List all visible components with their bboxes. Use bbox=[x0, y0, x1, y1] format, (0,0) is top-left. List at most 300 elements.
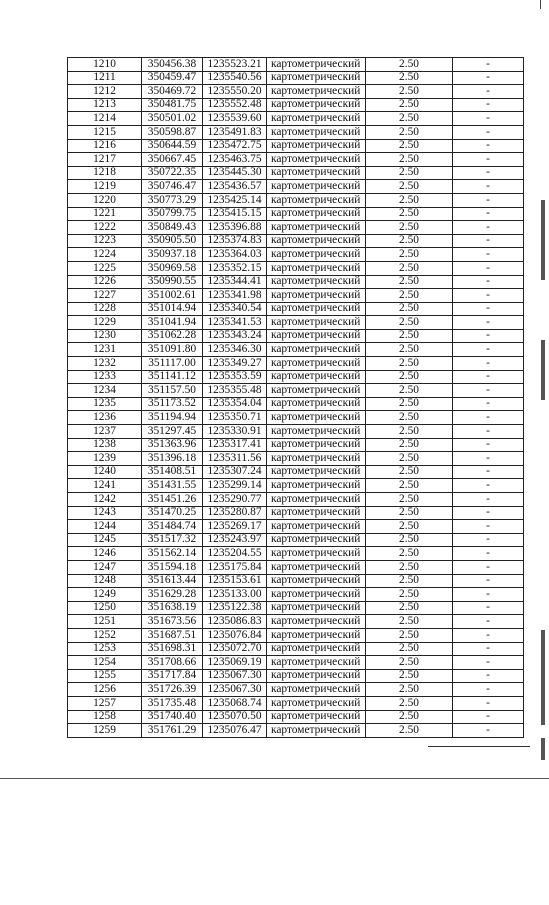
table-row bbox=[68, 139, 524, 153]
x-coordinate-cell: 351717.84 bbox=[142, 669, 203, 683]
table-row bbox=[68, 234, 524, 248]
note-cell: - bbox=[453, 329, 524, 343]
accuracy-cell: 2.50 bbox=[366, 234, 453, 248]
note-cell: - bbox=[453, 343, 524, 357]
accuracy-cell: 2.50 bbox=[366, 628, 453, 642]
y-coordinate-cell: 1235069.19 bbox=[203, 656, 267, 670]
y-coordinate-cell: 1235539.60 bbox=[203, 112, 267, 126]
accuracy-cell: 2.50 bbox=[366, 275, 453, 289]
x-coordinate-cell: 351708.66 bbox=[142, 656, 203, 670]
y-coordinate-cell: 1235396.88 bbox=[203, 221, 267, 235]
accuracy-cell: 2.50 bbox=[366, 710, 453, 724]
accuracy-cell: 2.50 bbox=[366, 370, 453, 384]
point-number-cell: 1236 bbox=[68, 411, 142, 425]
method-cell: картометрический bbox=[267, 370, 366, 384]
point-number-cell: 1241 bbox=[68, 479, 142, 493]
note-cell: - bbox=[453, 574, 524, 588]
y-coordinate-cell: 1235415.15 bbox=[203, 207, 267, 221]
note-cell: - bbox=[453, 98, 524, 112]
table-row bbox=[68, 125, 524, 139]
point-number-cell: 1242 bbox=[68, 493, 142, 507]
note-cell: - bbox=[453, 221, 524, 235]
method-cell: картометрический bbox=[267, 411, 366, 425]
accuracy-cell: 2.50 bbox=[366, 316, 453, 330]
accuracy-cell: 2.50 bbox=[366, 520, 453, 534]
y-coordinate-cell: 1235343.24 bbox=[203, 329, 267, 343]
point-number-cell: 1219 bbox=[68, 180, 142, 194]
x-coordinate-cell: 350990.55 bbox=[142, 275, 203, 289]
y-coordinate-cell: 1235340.54 bbox=[203, 302, 267, 316]
y-coordinate-cell: 1235311.56 bbox=[203, 452, 267, 466]
method-cell: картометрический bbox=[267, 425, 366, 439]
table-row bbox=[68, 547, 524, 561]
table-row bbox=[68, 724, 524, 738]
x-coordinate-cell: 350456.38 bbox=[142, 58, 203, 72]
x-coordinate-cell: 351517.32 bbox=[142, 533, 203, 547]
y-coordinate-cell: 1235122.38 bbox=[203, 601, 267, 615]
method-cell: картометрический bbox=[267, 724, 366, 738]
method-cell: картометрический bbox=[267, 234, 366, 248]
point-number-cell: 1234 bbox=[68, 384, 142, 398]
point-number-cell: 1228 bbox=[68, 302, 142, 316]
table-row bbox=[68, 384, 524, 398]
x-coordinate-cell: 351396.18 bbox=[142, 452, 203, 466]
point-number-cell: 1248 bbox=[68, 574, 142, 588]
table-row bbox=[68, 601, 524, 615]
y-coordinate-cell: 1235552.48 bbox=[203, 98, 267, 112]
y-coordinate-cell: 1235133.00 bbox=[203, 588, 267, 602]
method-cell: картометрический bbox=[267, 166, 366, 180]
scan-edge-mark bbox=[541, 340, 545, 400]
method-cell: картометрический bbox=[267, 85, 366, 99]
method-cell: картометрический bbox=[267, 98, 366, 112]
method-cell: картометрический bbox=[267, 275, 366, 289]
point-number-cell: 1224 bbox=[68, 248, 142, 262]
note-cell: - bbox=[453, 452, 524, 466]
point-number-cell: 1230 bbox=[68, 329, 142, 343]
table-row bbox=[68, 71, 524, 85]
method-cell: картометрический bbox=[267, 560, 366, 574]
x-coordinate-cell: 351673.56 bbox=[142, 615, 203, 629]
x-coordinate-cell: 350849.43 bbox=[142, 221, 203, 235]
point-number-cell: 1245 bbox=[68, 533, 142, 547]
accuracy-cell: 2.50 bbox=[366, 574, 453, 588]
note-cell: - bbox=[453, 601, 524, 615]
point-number-cell: 1213 bbox=[68, 98, 142, 112]
x-coordinate-cell: 351297.45 bbox=[142, 425, 203, 439]
table-row bbox=[68, 710, 524, 724]
note-cell: - bbox=[453, 207, 524, 221]
note-cell: - bbox=[453, 615, 524, 629]
note-cell: - bbox=[453, 560, 524, 574]
x-coordinate-cell: 351726.39 bbox=[142, 683, 203, 697]
note-cell: - bbox=[453, 112, 524, 126]
point-number-cell: 1229 bbox=[68, 316, 142, 330]
note-cell: - bbox=[453, 628, 524, 642]
point-number-cell: 1231 bbox=[68, 343, 142, 357]
note-cell: - bbox=[453, 425, 524, 439]
point-number-cell: 1223 bbox=[68, 234, 142, 248]
accuracy-cell: 2.50 bbox=[366, 438, 453, 452]
note-cell: - bbox=[453, 234, 524, 248]
table-row bbox=[68, 479, 524, 493]
accuracy-cell: 2.50 bbox=[366, 166, 453, 180]
note-cell: - bbox=[453, 180, 524, 194]
note-cell: - bbox=[453, 724, 524, 738]
x-coordinate-cell: 351117.00 bbox=[142, 357, 203, 371]
method-cell: картометрический bbox=[267, 547, 366, 561]
x-coordinate-cell: 351363.96 bbox=[142, 438, 203, 452]
method-cell: картометрический bbox=[267, 302, 366, 316]
x-coordinate-cell: 351173.52 bbox=[142, 397, 203, 411]
table-row bbox=[68, 193, 524, 207]
method-cell: картометрический bbox=[267, 125, 366, 139]
x-coordinate-cell: 351157.50 bbox=[142, 384, 203, 398]
accuracy-cell: 2.50 bbox=[366, 343, 453, 357]
x-coordinate-cell: 350773.29 bbox=[142, 193, 203, 207]
accuracy-cell: 2.50 bbox=[366, 384, 453, 398]
method-cell: картометрический bbox=[267, 329, 366, 343]
accuracy-cell: 2.50 bbox=[366, 261, 453, 275]
point-number-cell: 1246 bbox=[68, 547, 142, 561]
table-row bbox=[68, 520, 524, 534]
accuracy-cell: 2.50 bbox=[366, 547, 453, 561]
method-cell: картометрический bbox=[267, 221, 366, 235]
x-coordinate-cell: 350481.75 bbox=[142, 98, 203, 112]
table-row bbox=[68, 411, 524, 425]
accuracy-cell: 2.50 bbox=[366, 425, 453, 439]
method-cell: картометрический bbox=[267, 656, 366, 670]
scan-edge-mark bbox=[541, 738, 545, 760]
y-coordinate-cell: 1235153.61 bbox=[203, 574, 267, 588]
coordinates-table-wrapper bbox=[67, 57, 524, 738]
x-coordinate-cell: 350969.58 bbox=[142, 261, 203, 275]
y-coordinate-cell: 1235269.17 bbox=[203, 520, 267, 534]
x-coordinate-cell: 350469.72 bbox=[142, 85, 203, 99]
y-coordinate-cell: 1235290.77 bbox=[203, 493, 267, 507]
point-number-cell: 1237 bbox=[68, 425, 142, 439]
note-cell: - bbox=[453, 302, 524, 316]
x-coordinate-cell: 351091.80 bbox=[142, 343, 203, 357]
point-number-cell: 1250 bbox=[68, 601, 142, 615]
note-cell: - bbox=[453, 125, 524, 139]
table-row bbox=[68, 669, 524, 683]
table-row bbox=[68, 370, 524, 384]
y-coordinate-cell: 1235307.24 bbox=[203, 465, 267, 479]
point-number-cell: 1244 bbox=[68, 520, 142, 534]
x-coordinate-cell: 350459.47 bbox=[142, 71, 203, 85]
note-cell: - bbox=[453, 166, 524, 180]
x-coordinate-cell: 351562.14 bbox=[142, 547, 203, 561]
accuracy-cell: 2.50 bbox=[366, 465, 453, 479]
accuracy-cell: 2.50 bbox=[366, 397, 453, 411]
accuracy-cell: 2.50 bbox=[366, 588, 453, 602]
point-number-cell: 1247 bbox=[68, 560, 142, 574]
x-coordinate-cell: 350937.18 bbox=[142, 248, 203, 262]
y-coordinate-cell: 1235472.75 bbox=[203, 139, 267, 153]
y-coordinate-cell: 1235175.84 bbox=[203, 560, 267, 574]
table-row bbox=[68, 98, 524, 112]
table-row bbox=[68, 533, 524, 547]
accuracy-cell: 2.50 bbox=[366, 642, 453, 656]
table-row bbox=[68, 397, 524, 411]
method-cell: картометрический bbox=[267, 601, 366, 615]
table-row bbox=[68, 683, 524, 697]
x-coordinate-cell: 351629.28 bbox=[142, 588, 203, 602]
accuracy-cell: 2.50 bbox=[366, 58, 453, 72]
y-coordinate-cell: 1235550.20 bbox=[203, 85, 267, 99]
signature-line bbox=[428, 746, 530, 747]
y-coordinate-cell: 1235072.70 bbox=[203, 642, 267, 656]
y-coordinate-cell: 1235353.59 bbox=[203, 370, 267, 384]
y-coordinate-cell: 1235086.83 bbox=[203, 615, 267, 629]
y-coordinate-cell: 1235076.47 bbox=[203, 724, 267, 738]
accuracy-cell: 2.50 bbox=[366, 656, 453, 670]
method-cell: картометрический bbox=[267, 452, 366, 466]
y-coordinate-cell: 1235280.87 bbox=[203, 506, 267, 520]
accuracy-cell: 2.50 bbox=[366, 533, 453, 547]
point-number-cell: 1226 bbox=[68, 275, 142, 289]
point-number-cell: 1243 bbox=[68, 506, 142, 520]
table-row bbox=[68, 316, 524, 330]
x-coordinate-cell: 351041.94 bbox=[142, 316, 203, 330]
table-row bbox=[68, 656, 524, 670]
table-row bbox=[68, 452, 524, 466]
point-number-cell: 1249 bbox=[68, 588, 142, 602]
method-cell: картометрический bbox=[267, 615, 366, 629]
table-row bbox=[68, 302, 524, 316]
accuracy-cell: 2.50 bbox=[366, 125, 453, 139]
table-row bbox=[68, 248, 524, 262]
point-number-cell: 1214 bbox=[68, 112, 142, 126]
x-coordinate-cell: 351761.29 bbox=[142, 724, 203, 738]
method-cell: картометрический bbox=[267, 357, 366, 371]
note-cell: - bbox=[453, 384, 524, 398]
table-row bbox=[68, 85, 524, 99]
y-coordinate-cell: 1235540.56 bbox=[203, 71, 267, 85]
accuracy-cell: 2.50 bbox=[366, 207, 453, 221]
method-cell: картометрический bbox=[267, 289, 366, 303]
x-coordinate-cell: 351408.51 bbox=[142, 465, 203, 479]
point-number-cell: 1239 bbox=[68, 452, 142, 466]
method-cell: картометрический bbox=[267, 384, 366, 398]
scan-edge-mark bbox=[541, 630, 545, 725]
accuracy-cell: 2.50 bbox=[366, 221, 453, 235]
method-cell: картометрический bbox=[267, 180, 366, 194]
table-row bbox=[68, 289, 524, 303]
note-cell: - bbox=[453, 316, 524, 330]
method-cell: картометрический bbox=[267, 493, 366, 507]
note-cell: - bbox=[453, 193, 524, 207]
note-cell: - bbox=[453, 85, 524, 99]
x-coordinate-cell: 351638.19 bbox=[142, 601, 203, 615]
accuracy-cell: 2.50 bbox=[366, 493, 453, 507]
y-coordinate-cell: 1235374.83 bbox=[203, 234, 267, 248]
y-coordinate-cell: 1235330.91 bbox=[203, 425, 267, 439]
method-cell: картометрический bbox=[267, 588, 366, 602]
note-cell: - bbox=[453, 411, 524, 425]
table-row bbox=[68, 275, 524, 289]
x-coordinate-cell: 350905.50 bbox=[142, 234, 203, 248]
point-number-cell: 1257 bbox=[68, 696, 142, 710]
method-cell: картометрический bbox=[267, 683, 366, 697]
x-coordinate-cell: 351002.61 bbox=[142, 289, 203, 303]
y-coordinate-cell: 1235425.14 bbox=[203, 193, 267, 207]
method-cell: картометрический bbox=[267, 669, 366, 683]
accuracy-cell: 2.50 bbox=[366, 248, 453, 262]
table-row bbox=[68, 696, 524, 710]
x-coordinate-cell: 350746.47 bbox=[142, 180, 203, 194]
y-coordinate-cell: 1235354.04 bbox=[203, 397, 267, 411]
point-number-cell: 1258 bbox=[68, 710, 142, 724]
point-number-cell: 1210 bbox=[68, 58, 142, 72]
table-row bbox=[68, 180, 524, 194]
table-row bbox=[68, 425, 524, 439]
table-row bbox=[68, 343, 524, 357]
y-coordinate-cell: 1235243.97 bbox=[203, 533, 267, 547]
x-coordinate-cell: 351740.40 bbox=[142, 710, 203, 724]
accuracy-cell: 2.50 bbox=[366, 411, 453, 425]
note-cell: - bbox=[453, 696, 524, 710]
y-coordinate-cell: 1235076.84 bbox=[203, 628, 267, 642]
note-cell: - bbox=[453, 683, 524, 697]
table-row bbox=[68, 58, 524, 72]
method-cell: картометрический bbox=[267, 465, 366, 479]
y-coordinate-cell: 1235352.15 bbox=[203, 261, 267, 275]
note-cell: - bbox=[453, 479, 524, 493]
point-number-cell: 1221 bbox=[68, 207, 142, 221]
table-row bbox=[68, 615, 524, 629]
coordinates-table-body bbox=[68, 58, 524, 738]
y-coordinate-cell: 1235341.98 bbox=[203, 289, 267, 303]
table-row bbox=[68, 493, 524, 507]
table-row bbox=[68, 357, 524, 371]
method-cell: картометрический bbox=[267, 207, 366, 221]
note-cell: - bbox=[453, 357, 524, 371]
point-number-cell: 1255 bbox=[68, 669, 142, 683]
method-cell: картометрический bbox=[267, 153, 366, 167]
point-number-cell: 1216 bbox=[68, 139, 142, 153]
method-cell: картометрический bbox=[267, 520, 366, 534]
y-coordinate-cell: 1235364.03 bbox=[203, 248, 267, 262]
point-number-cell: 1225 bbox=[68, 261, 142, 275]
point-number-cell: 1235 bbox=[68, 397, 142, 411]
table-row bbox=[68, 261, 524, 275]
note-cell: - bbox=[453, 533, 524, 547]
x-coordinate-cell: 351062.28 bbox=[142, 329, 203, 343]
point-number-cell: 1252 bbox=[68, 628, 142, 642]
y-coordinate-cell: 1235523.21 bbox=[203, 58, 267, 72]
method-cell: картометрический bbox=[267, 248, 366, 262]
accuracy-cell: 2.50 bbox=[366, 112, 453, 126]
point-number-cell: 1251 bbox=[68, 615, 142, 629]
point-number-cell: 1217 bbox=[68, 153, 142, 167]
table-row bbox=[68, 588, 524, 602]
accuracy-cell: 2.50 bbox=[366, 153, 453, 167]
accuracy-cell: 2.50 bbox=[366, 615, 453, 629]
accuracy-cell: 2.50 bbox=[366, 452, 453, 466]
point-number-cell: 1233 bbox=[68, 370, 142, 384]
y-coordinate-cell: 1235341.53 bbox=[203, 316, 267, 330]
method-cell: картометрический bbox=[267, 343, 366, 357]
y-coordinate-cell: 1235463.75 bbox=[203, 153, 267, 167]
note-cell: - bbox=[453, 139, 524, 153]
accuracy-cell: 2.50 bbox=[366, 601, 453, 615]
table-row bbox=[68, 628, 524, 642]
table-row bbox=[68, 153, 524, 167]
method-cell: картометрический bbox=[267, 139, 366, 153]
accuracy-cell: 2.50 bbox=[366, 193, 453, 207]
method-cell: картометрический bbox=[267, 533, 366, 547]
y-coordinate-cell: 1235349.27 bbox=[203, 357, 267, 371]
point-number-cell: 1212 bbox=[68, 85, 142, 99]
y-coordinate-cell: 1235436.57 bbox=[203, 180, 267, 194]
note-cell: - bbox=[453, 71, 524, 85]
y-coordinate-cell: 1235070.50 bbox=[203, 710, 267, 724]
scan-edge-mark bbox=[541, 200, 545, 280]
point-number-cell: 1220 bbox=[68, 193, 142, 207]
note-cell: - bbox=[453, 438, 524, 452]
page-corner-mark bbox=[540, 0, 541, 9]
note-cell: - bbox=[453, 58, 524, 72]
x-coordinate-cell: 351014.94 bbox=[142, 302, 203, 316]
accuracy-cell: 2.50 bbox=[366, 139, 453, 153]
accuracy-cell: 2.50 bbox=[366, 683, 453, 697]
point-number-cell: 1227 bbox=[68, 289, 142, 303]
point-number-cell: 1232 bbox=[68, 357, 142, 371]
point-number-cell: 1256 bbox=[68, 683, 142, 697]
table-row bbox=[68, 465, 524, 479]
point-number-cell: 1238 bbox=[68, 438, 142, 452]
method-cell: картометрический bbox=[267, 710, 366, 724]
y-coordinate-cell: 1235445.30 bbox=[203, 166, 267, 180]
method-cell: картометрический bbox=[267, 193, 366, 207]
method-cell: картометрический bbox=[267, 71, 366, 85]
x-coordinate-cell: 351141.12 bbox=[142, 370, 203, 384]
y-coordinate-cell: 1235067.30 bbox=[203, 683, 267, 697]
note-cell: - bbox=[453, 669, 524, 683]
x-coordinate-cell: 351735.48 bbox=[142, 696, 203, 710]
point-number-cell: 1215 bbox=[68, 125, 142, 139]
table-row bbox=[68, 112, 524, 126]
accuracy-cell: 2.50 bbox=[366, 71, 453, 85]
table-row bbox=[68, 642, 524, 656]
method-cell: картометрический bbox=[267, 628, 366, 642]
point-number-cell: 1259 bbox=[68, 724, 142, 738]
x-coordinate-cell: 350667.45 bbox=[142, 153, 203, 167]
accuracy-cell: 2.50 bbox=[366, 724, 453, 738]
accuracy-cell: 2.50 bbox=[366, 302, 453, 316]
note-cell: - bbox=[453, 248, 524, 262]
y-coordinate-cell: 1235491.83 bbox=[203, 125, 267, 139]
x-coordinate-cell: 351613.44 bbox=[142, 574, 203, 588]
accuracy-cell: 2.50 bbox=[366, 357, 453, 371]
note-cell: - bbox=[453, 710, 524, 724]
x-coordinate-cell: 351194.94 bbox=[142, 411, 203, 425]
x-coordinate-cell: 351451.26 bbox=[142, 493, 203, 507]
y-coordinate-cell: 1235350.71 bbox=[203, 411, 267, 425]
point-number-cell: 1211 bbox=[68, 71, 142, 85]
y-coordinate-cell: 1235346.30 bbox=[203, 343, 267, 357]
method-cell: картометрический bbox=[267, 397, 366, 411]
accuracy-cell: 2.50 bbox=[366, 479, 453, 493]
method-cell: картометрический bbox=[267, 261, 366, 275]
table-row bbox=[68, 560, 524, 574]
x-coordinate-cell: 351431.55 bbox=[142, 479, 203, 493]
table-row bbox=[68, 221, 524, 235]
x-coordinate-cell: 350799.75 bbox=[142, 207, 203, 221]
accuracy-cell: 2.50 bbox=[366, 696, 453, 710]
